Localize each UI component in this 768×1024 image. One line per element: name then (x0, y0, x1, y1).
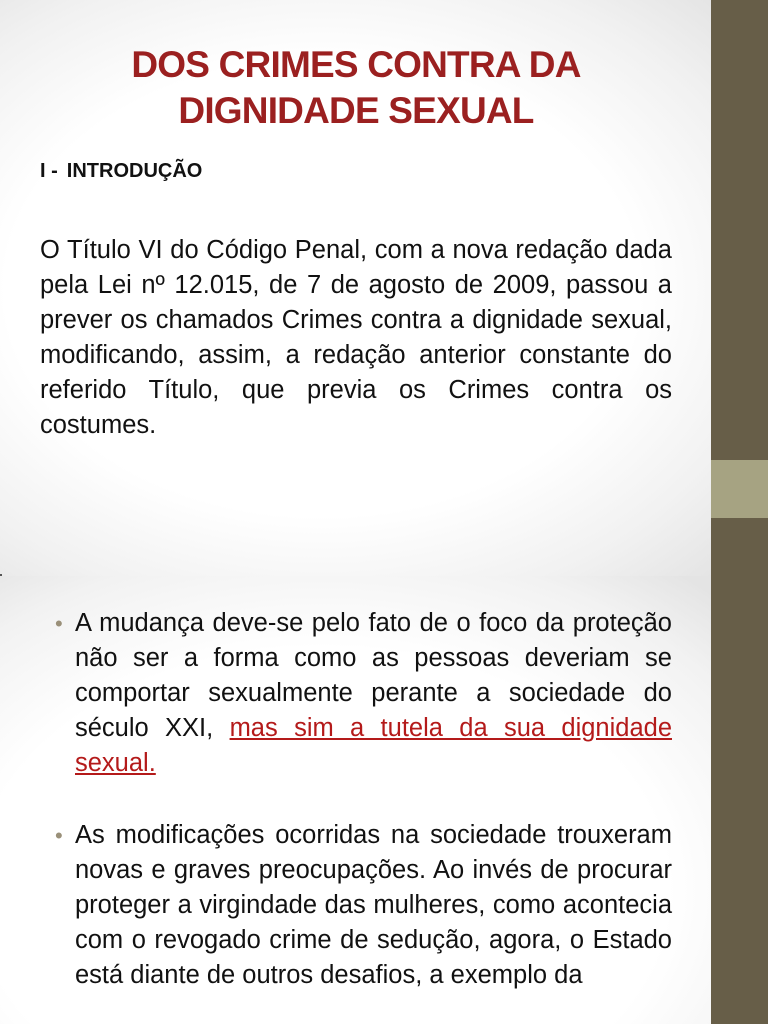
bullet-dot-icon: • (55, 823, 63, 848)
bullet-dot-icon: • (55, 611, 63, 636)
section-heading (40, 160, 202, 183)
heading-numeral: I - (40, 160, 58, 182)
bullet-list (40, 606, 672, 993)
slide-sidebar-accent (711, 460, 768, 518)
bullet-item (40, 818, 672, 993)
title-line-2: DIGNIDADE SEXUAL (178, 90, 534, 131)
bullet-item (40, 606, 672, 781)
bullet-text: As modificações ocorridas na sociedade trouxeram novas e graves preocupações. Ao invés de procurar proteger a virgindade das mulheres, como acontecia com o revogado crime de sedução, agora, o Estado está diante de outros desafios, a exemplo da (75, 821, 672, 989)
heading-text: INTRODUÇÃO (66, 160, 203, 182)
slide-title (40, 42, 672, 134)
highlighted-link-text[interactable]: mas sim a tutela da sua dignidade sexual. (75, 714, 672, 777)
bullet-text: A mudança deve-se pelo fato de o foco da proteção não ser a forma como as pessoas deveriam se comportar sexualmente perante a sociedade do século XXI, (75, 609, 672, 742)
slide-2 (0, 576, 768, 1024)
title-line-1: DOS CRIMES CONTRA DA (131, 44, 581, 85)
intro-paragraph: O Título VI do Código Penal, com a nova redação dada pela Lei nº 12.015, de 7 de agosto de 2009, passou a prever os chamados Crimes contra a dignidade sexual, modificando, assim, a redação anterior constante do referido Título, que previa os Crimes contra os costumes. (40, 236, 672, 439)
slide-sidebar-bar (711, 576, 768, 1024)
